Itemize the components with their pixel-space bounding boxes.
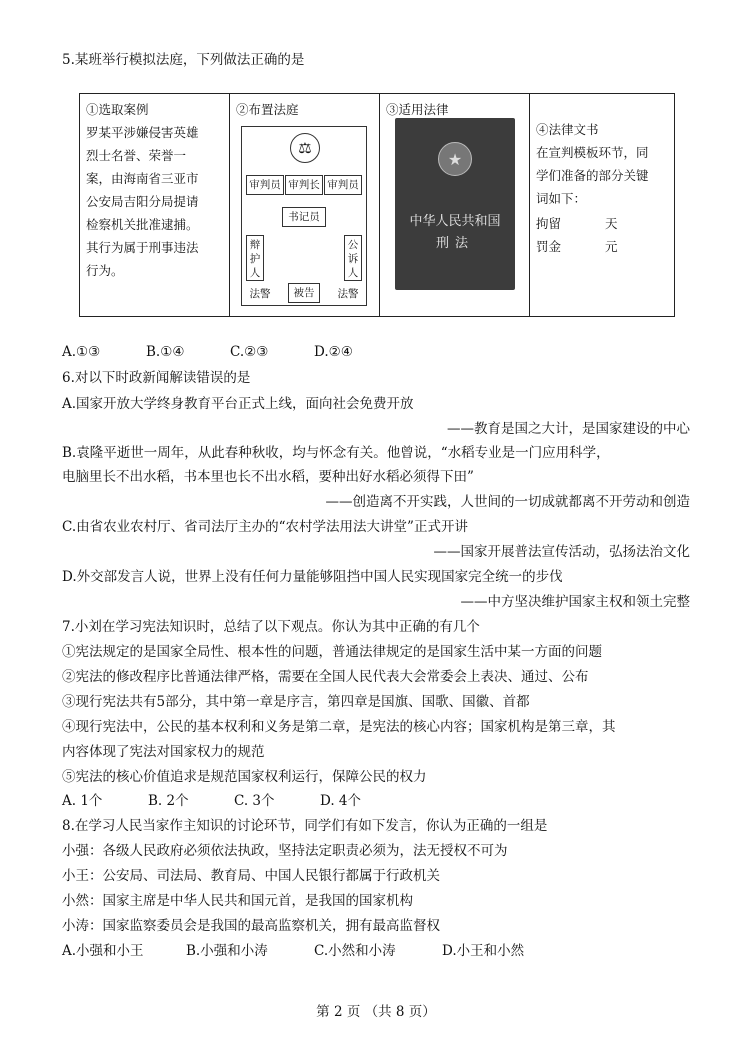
q6-option-a-note: ——教育是国之大计，是国家建设的中心 [447, 421, 690, 437]
q6-option-b: B.袁隆平逝世一周年，从此春种秋收，均与怀念有关。他曾说，“水稻专业是一门应用科学， [62, 445, 610, 461]
cell-title: ①选取案例 [86, 102, 149, 117]
page-footer: 第 2 页 （共 8 页） [316, 1004, 436, 1020]
judge-box: 审判员 [324, 175, 362, 195]
q7-statement: ④现行宪法中，公民的基本权利和义务是第二章，是宪法的核心内容；国家机构是第三章，其 [62, 719, 616, 735]
national-emblem-icon: ★ [438, 142, 472, 176]
q7-options [62, 791, 361, 811]
q6-option-c-note: ——国家开展普法宣传活动，弘扬法治文化 [433, 544, 690, 560]
q6-option-d: D.外交部发言人说，世界上没有任何力量能够阻挡中国人民实现国家完全统一的步伐 [62, 569, 563, 585]
q6-stem: 6.对以下时政新闻解读错误的是 [62, 370, 251, 386]
keyword: 罚金 [536, 239, 562, 254]
q5-cell-document [530, 94, 674, 316]
q8-statement: 小然：国家主席是中华人民共和国元首，是我国的国家机构 [62, 893, 413, 909]
police-label: 法警 [246, 285, 274, 303]
option[interactable]: C.小然和小涛 [314, 943, 396, 959]
q8-statement: 小王：公安局、司法局、教育局、中国人民银行都属于行政机关 [62, 868, 440, 884]
q7-statement: ②宪法的修改程序比普通法律严格，需要在全国人民代表大会常委会上表决、通过、公布 [62, 669, 589, 685]
cell-title: ③适用法律 [386, 102, 449, 117]
q5-options [62, 342, 353, 362]
q8-statement: 小强：各级人民政府必须依法执政，坚持法定职责必须为，法无授权不可为 [62, 843, 508, 859]
keyword-row [536, 235, 668, 258]
doc-line: 词如下： [536, 191, 587, 206]
q8-stem: 8.在学习人民当家作主知识的讨论环节，同学们有如下发言，你认为正确的一组是 [62, 818, 548, 834]
option[interactable]: C. 3个 [234, 793, 275, 809]
case-line: 罗某平涉嫌侵害英雄 [86, 125, 199, 140]
q6-option-b-note: ——创造离不开实践，人世间的一切成就都离不开劳动和创造 [325, 494, 690, 510]
q8-statement: 小涛：国家监察委员会是我国的最高监察机关，拥有最高监督权 [62, 918, 440, 934]
keyword-unit: 天 [605, 216, 618, 231]
court-emblem-icon: ⚖ [290, 133, 320, 163]
option[interactable]: D. 4个 [320, 793, 362, 809]
case-line: 行为。 [86, 263, 124, 278]
chief-judge-box: 审判长 [285, 175, 323, 195]
option[interactable]: B.小强和小涛 [186, 943, 268, 959]
q8-options [62, 941, 524, 961]
option[interactable]: A.①③ [62, 344, 101, 360]
case-line: 案，由海南省三亚市 [86, 171, 199, 186]
q7-stem: 7.小刘在学习宪法知识时，总结了以下观点。你认为其中正确的有几个 [62, 619, 480, 635]
q7-statement-cont: 内容体现了宪法对国家权力的规范 [62, 744, 265, 760]
criminal-law-book [395, 118, 515, 290]
option[interactable]: A.小强和小王 [62, 943, 144, 959]
q5-stem: 5.某班举行模拟法庭，下列做法正确的是 [62, 52, 305, 68]
option[interactable]: A. 1个 [62, 793, 103, 809]
q5-table [79, 93, 675, 317]
case-line: 其行为属于刑事违法 [86, 240, 199, 255]
prosecutor-box: 公诉人 [344, 235, 362, 281]
defender-box: 辩护人 [246, 235, 264, 281]
cell-title: ②布置法庭 [236, 102, 299, 117]
option[interactable]: D.小王和小然 [442, 943, 525, 959]
q5-cell-courtroom [230, 94, 380, 316]
case-line: 检察机关批准逮捕。 [86, 217, 199, 232]
doc-line: 学们准备的部分关键 [536, 168, 649, 183]
option[interactable]: D.②④ [314, 344, 353, 360]
book-title: 中华人民共和国 [409, 214, 501, 229]
q6-option-c: C.由省农业农村厅、省司法厅主办的“农村学法用法大讲堂”正式开讲 [62, 519, 468, 535]
q6-option-b-cont: 电脑里长不出水稻，书本里也长不出水稻，要种出好水稻必须得下田” [62, 469, 474, 485]
option[interactable]: B. 2个 [148, 793, 189, 809]
q5-cell-case [80, 94, 230, 316]
keyword: 拘留 [536, 216, 562, 231]
option[interactable]: C.②③ [230, 344, 269, 360]
option[interactable]: B.①④ [146, 344, 185, 360]
q7-statement: ⑤宪法的核心价值追求是规范国家权利运行，保障公民的权力 [62, 769, 427, 785]
book-subtitle: 刑法 [435, 236, 474, 251]
q6-option-d-note: ——中方坚决维护国家主权和领土完整 [460, 594, 690, 610]
keyword-row [536, 212, 668, 235]
q5-cell-law [380, 94, 530, 316]
case-line: 烈士名誉、荣誉一 [86, 148, 187, 163]
cell-title: ④法律文书 [536, 122, 599, 137]
q7-statement: ①宪法规定的是国家全局性、根本性的问题，普通法律规定的是国家生活中某一方面的问题 [62, 644, 602, 660]
q7-statement: ③现行宪法共有5部分，其中第一章是序言，第四章是国旗、国歌、国徽、首都 [62, 694, 530, 710]
judge-box: 审判员 [246, 175, 284, 195]
courtroom-diagram [241, 126, 367, 306]
police-label: 法警 [334, 285, 362, 303]
case-line: 公安局吉阳分局提请 [86, 194, 199, 209]
clerk-box: 书记员 [282, 207, 326, 227]
keyword-unit: 元 [605, 239, 618, 254]
q6-option-a: A.国家开放大学终身教育平台正式上线，面向社会免费开放 [62, 396, 414, 412]
doc-line: 在宣判模板环节，同 [536, 145, 649, 160]
defendant-box: 被告 [288, 283, 320, 303]
